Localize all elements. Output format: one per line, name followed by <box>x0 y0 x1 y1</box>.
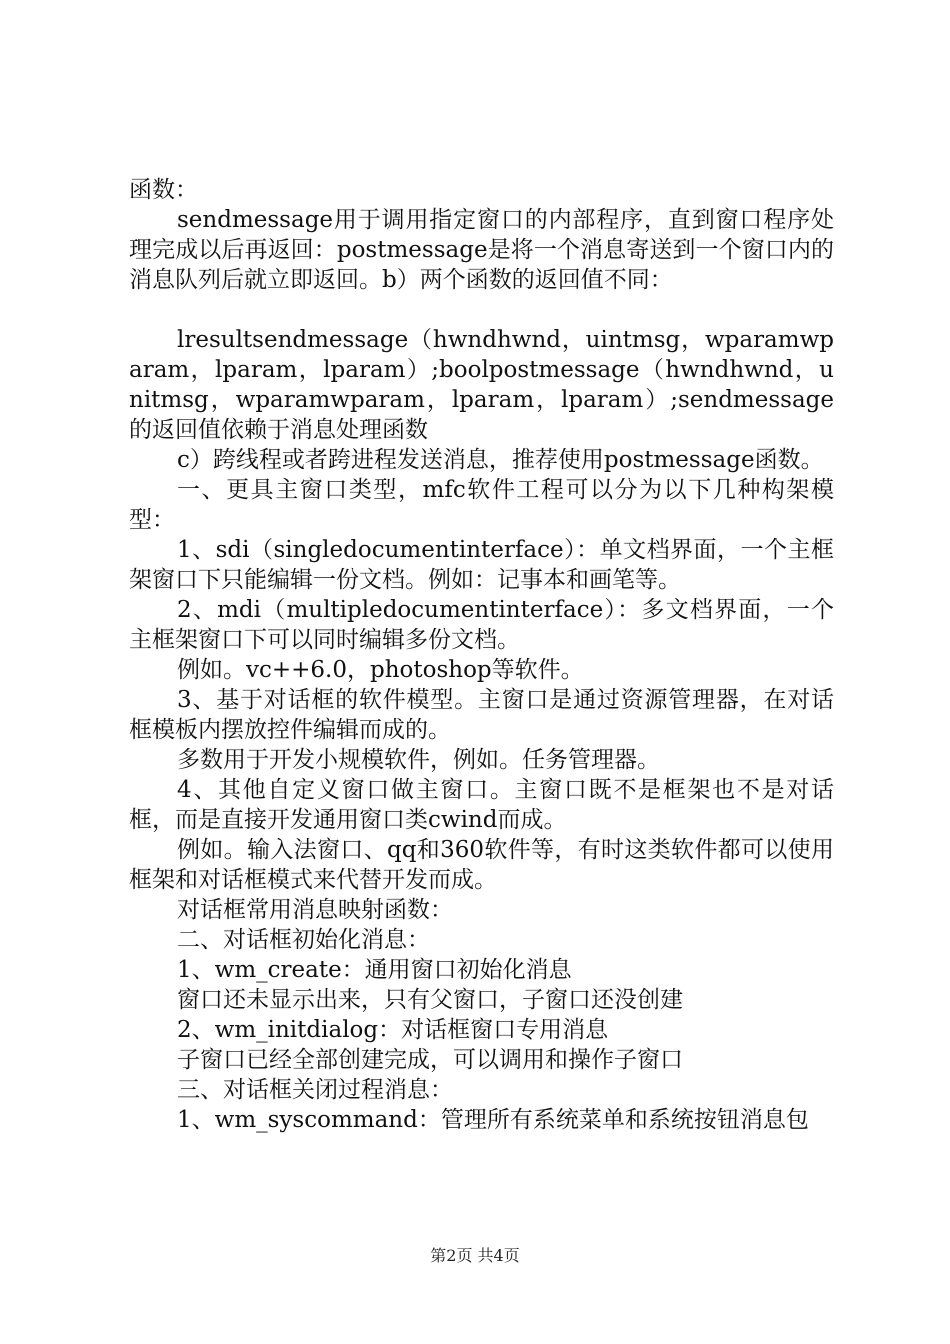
paragraph-8: 例如。vc++6.0，photoshop等软件。 <box>177 657 584 683</box>
page-number-footer: 第2页 共4页 <box>430 1246 520 1265</box>
paragraph-18: 子窗口已经全部创建完成，可以调用和操作子窗口 <box>177 1047 683 1073</box>
paragraph-20: 1、wm_syscommand：管理所有系统菜单和系统按钮消息包 <box>177 1107 809 1133</box>
document-body <box>129 175 834 1135</box>
paragraph-11: 4、其他自定义窗口做主窗口。主窗口既不是框架也不是对话框，而是直接开发通用窗口类cwind而成。 <box>129 777 834 833</box>
paragraph-1: 函数： <box>129 177 198 203</box>
paragraph-4: c）跨线程或者跨进程发送消息，推荐使用postmessage函数。 <box>177 447 824 473</box>
paragraph-5: 一、更具主窗口类型，mfc软件工程可以分为以下几种构架模型： <box>129 477 834 533</box>
paragraph-2: sendmessage用于调用指定窗口的内部程序，直到窗口程序处理完成以后再返回：postmessage是将一个消息寄送到一个窗口内的消息队列后就立即返回。b）两个函数的返回值不同： <box>129 207 834 293</box>
paragraph-19: 三、对话框关闭过程消息： <box>177 1077 453 1103</box>
paragraph-12: 例如。输入法窗口、qq和360软件等，有时这类软件都可以使用框架和对话框模式来代替开发而成。 <box>129 837 834 893</box>
paragraph-13: 对话框常用消息映射函数： <box>177 897 453 923</box>
paragraph-17: 2、wm_initdialog：对话框窗口专用消息 <box>177 1017 609 1043</box>
paragraph-15: 1、wm_create：通用窗口初始化消息 <box>177 957 572 983</box>
paragraph-16: 窗口还未显示出来，只有父窗口，子窗口还没创建 <box>177 987 683 1013</box>
paragraph-7: 2、mdi（multipledocumentinterface）：多文档界面，一个主框架窗口下可以同时编辑多份文档。 <box>129 597 834 653</box>
paragraph-6: 1、sdi（singledocumentinterface）：单文档界面，一个主框架窗口下只能编辑一份文档。例如：记事本和画笔等。 <box>129 537 834 593</box>
paragraph-9: 3、基于对话框的软件模型。主窗口是通过资源管理器，在对话框模板内摆放控件编辑而成的。 <box>129 687 834 743</box>
paragraph-14: 二、对话框初始化消息： <box>177 927 430 953</box>
paragraph-3: lresultsendmessage（hwndhwnd，uintmsg，wparamwparam，lparam，lparam）;boolpostmessage（hwndhwnd，unitmsg，wparamwparam，lparam，lparam）;sendmessage的返回值依赖于消息处理函数 <box>129 327 834 443</box>
paragraph-10: 多数用于开发小规模软件，例如。任务管理器。 <box>177 747 660 773</box>
